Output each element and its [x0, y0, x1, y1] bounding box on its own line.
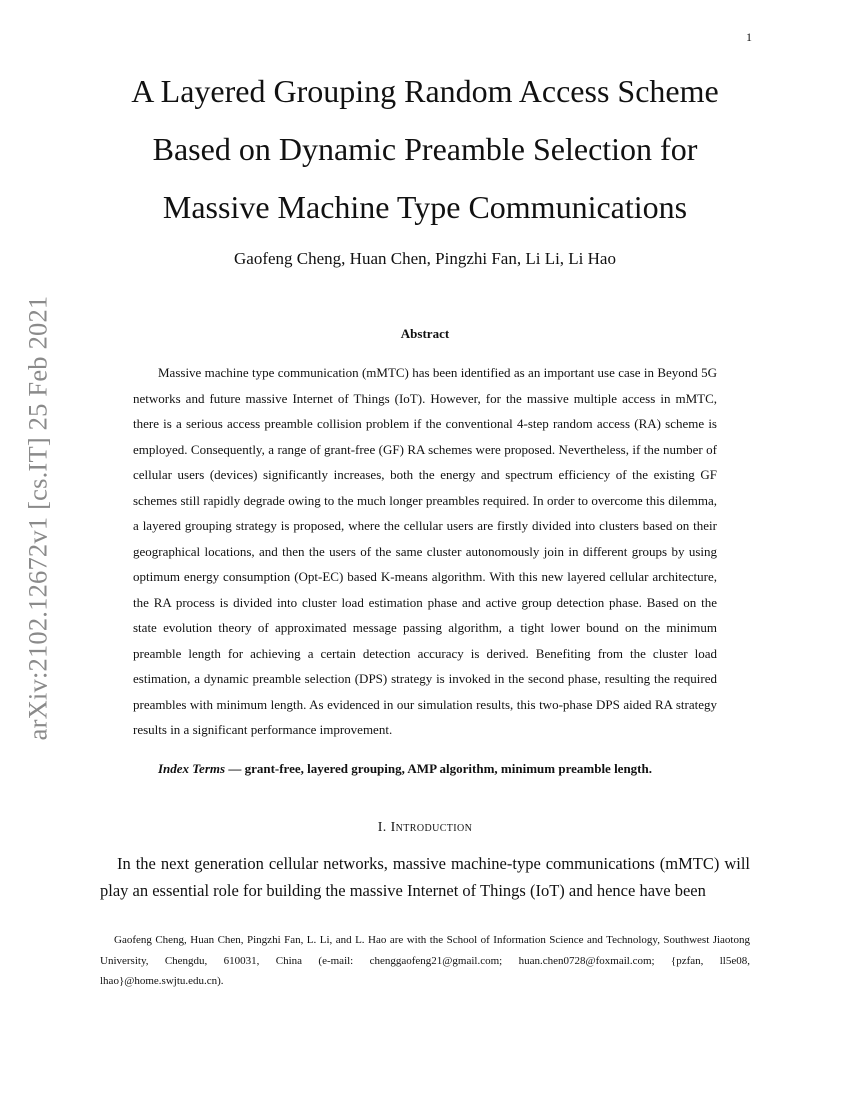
title-line: Massive Machine Type Communications: [162, 189, 688, 225]
section-heading-introduction: [80, 820, 770, 836]
arxiv-identifier-stamp: arXiv:2102.12672v1 [cs.IT] 25 Feb 2021: [22, 295, 53, 741]
paper-title: [80, 62, 770, 236]
section-title: Introduction: [390, 820, 473, 835]
title-line: A Layered Grouping Random Access Scheme: [131, 73, 719, 109]
section-number: I.: [377, 820, 387, 835]
page-number: 1: [746, 30, 752, 44]
index-terms-label: Index Terms: [158, 761, 226, 776]
introduction-paragraph: In the next generation cellular networks, massive machine-type communications (mMTC) will play an essential role for building the massive Internet of Things (IoT) and hence have been: [100, 854, 750, 900]
title-line: Based on Dynamic Preamble Selection for: [152, 131, 698, 167]
index-terms: [133, 761, 717, 777]
index-terms-dash: —: [228, 761, 242, 776]
author-list: Gaofeng Cheng, Huan Chen, Pingzhi Fan, Li Li, Li Hao: [234, 249, 616, 268]
abstract-body: Massive machine type communication (mMTC) has been identified as an important use case in Beyond 5G networks and future massive Internet of Things (IoT). However, for the massive multiple access in mMTC, there is a serious access preamble collision problem if the conventional 4-step random access (RA) scheme is employed. Consequently, a range of grant-free (GF) RA schemes were proposed. Nevertheless, if the number of cellular users (devices) significantly increases, both the energy and spectrum efficiency of the existing GF schemes still rapidly degrade owing to the much longer preambles required. In order to overcome this dilemma, a layered grouping strategy is proposed, where the cellular users are firstly divided into clusters based on their geographical locations, and then the users of the same cluster autonomously join in different groups by using optimum energy consumption (Opt-EC) based K-means algorithm. With this new layered cellular architecture, the RA process is divided into cluster load estimation phase and active group detection phase. Based on the state evolution theory of approximated message passing algorithm, a tight lower bound on the minimum preamble length for achieving a certain detection accuracy is derived. Benefiting from the cluster load estimation, a dynamic preamble selection (DPS) strategy is invoked in the second phase, resulting the required preambles with minimum length. As evidenced in our simulation results, this two-phase DPS aided RA strategy results in a significant performance improvement.: [133, 365, 717, 737]
author-affiliation-footnote: Gaofeng Cheng, Huan Chen, Pingzhi Fan, L. Li, and L. Hao are with the School of Information Science and Technology, Southwest Jiaotong University, Chengdu, 610031, China (e-mail: chenggaofeng21@gmail.com; huan.chen0728@foxmail.com; {pzfan, ll5e08, lhao}@home.swjtu.edu.cn).: [100, 934, 750, 987]
abstract-heading: Abstract: [400, 326, 450, 341]
index-terms-list: grant-free, layered grouping, AMP algorithm, minimum preamble length.: [244, 761, 652, 776]
